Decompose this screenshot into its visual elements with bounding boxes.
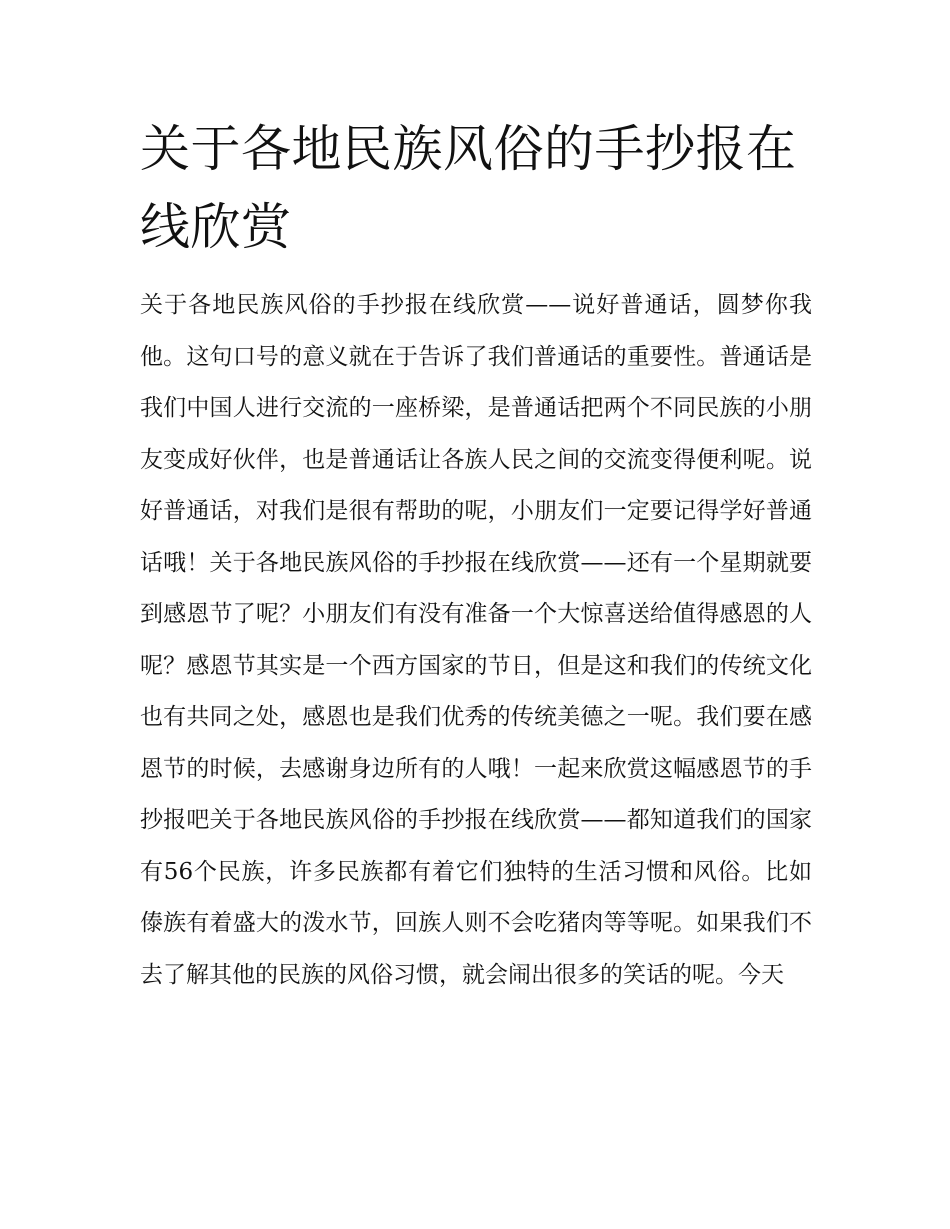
document-body-paragraph: 关于各地民族风俗的手抄报在线欣赏——说好普通话，圆梦你我他。这句口号的意义就在于告诉了我们普通话的重要性。普通话是我们中国人进行交流的一座桥梁，是普通话把两个不同民族的小朋友变成好伙伴，也是普通话让各族人民之间的交流变得便利呢。说好普通话，对我们是很有帮助的呢，小朋友们一定要记得学好普通话哦！关于各地民族风俗的手抄报在线欣赏——还有一个星期就要到感恩节了呢？小朋友们有没有准备一个大惊喜送给值得感恩的人呢？感恩节其实是一个西方国家的节日，但是这和我们的传统文化也有共同之处，感恩也是我们优秀的传统美德之一呢。我们要在感恩节的时候，去感谢身边所有的人哦！一起来欣赏这幅感恩节的手抄报吧关于各地民族风俗的手抄报在线欣赏——都知道我们的国家有56个民族，许多民族都有着它们独特的生活习惯和风俗。比如傣族有着盛大的泼水节，回族人则不会吃猪肉等等呢。如果我们不去了解其他的民族的风俗习惯，就会闹出很多的笑话的呢。今天	[140, 292, 812, 988]
document-title: 关于各地民族风俗的手抄报在线欣赏	[140, 120, 797, 256]
document-page	[140, 110, 812, 1001]
